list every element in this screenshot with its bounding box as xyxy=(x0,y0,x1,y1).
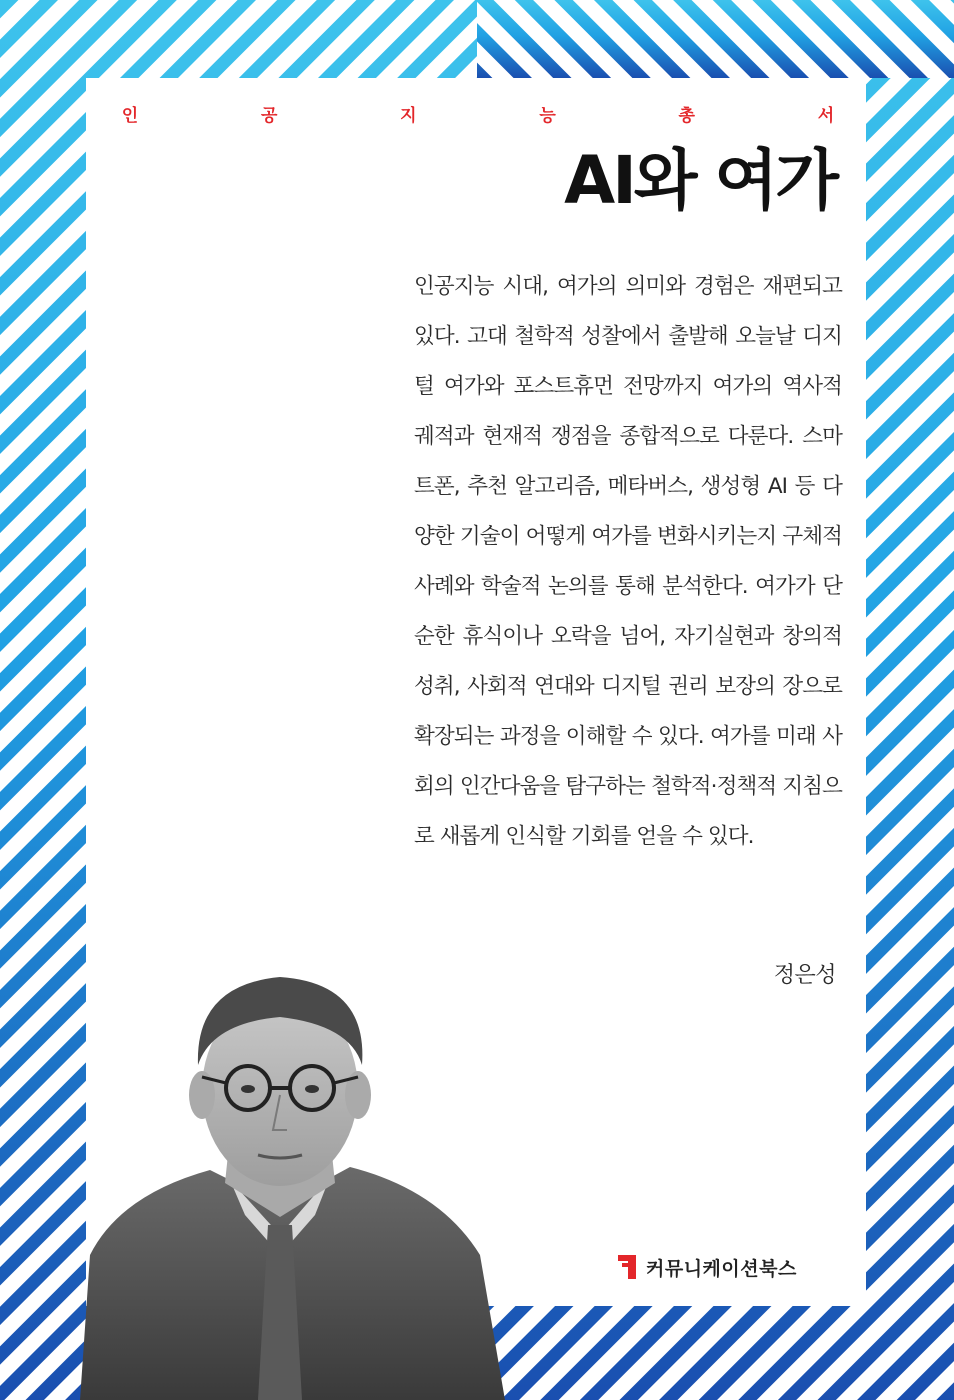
author-name: 정은성 xyxy=(773,963,836,988)
publisher-mark xyxy=(616,1250,840,1284)
series-char: 서 xyxy=(817,105,835,126)
series-char: 능 xyxy=(539,105,556,126)
series-char: 공 xyxy=(260,105,278,126)
publisher-name: 커뮤니케이션북스 xyxy=(646,1257,797,1280)
book-description: 인공지능 시대, 여가의 의미와 경험은 재편되고 있다. 고대 철학적 성찰에서 출발해 오늘날 디지털 여가와 포스트휴먼 전망까지 여가의 역사적 궤적과 현재적 쟁점을 종합적으로 다룬다. 스마트폰, 추천 알고리즘, 메타버스, 생성형 AI 등 다양한 기술이 어떻게 여가를 변화시키는지 구체적 사례와 학술적 논의를 통해 분석한다. 여가가 단순한 휴식이나 오락을 넘어, 자기실현과 창의적 성취, 사회적 연대와 디지털 권리 보장의 장으로 확장되는 과정을 이해할 수 있다. 여가를 미래 사회의 인간다움을 탐구하는 철학적·정책적 지침으로 새롭게 인식할 기회를 얻을 수 있다. xyxy=(414,274,842,849)
series-label xyxy=(120,100,836,126)
publisher-logo-icon xyxy=(616,1253,638,1281)
series-char: 총 xyxy=(678,105,695,126)
series-char: 인 xyxy=(121,105,139,126)
author-photo xyxy=(80,955,520,1400)
book-title: AI와 여가 xyxy=(564,142,836,219)
series-char: 지 xyxy=(400,105,417,126)
